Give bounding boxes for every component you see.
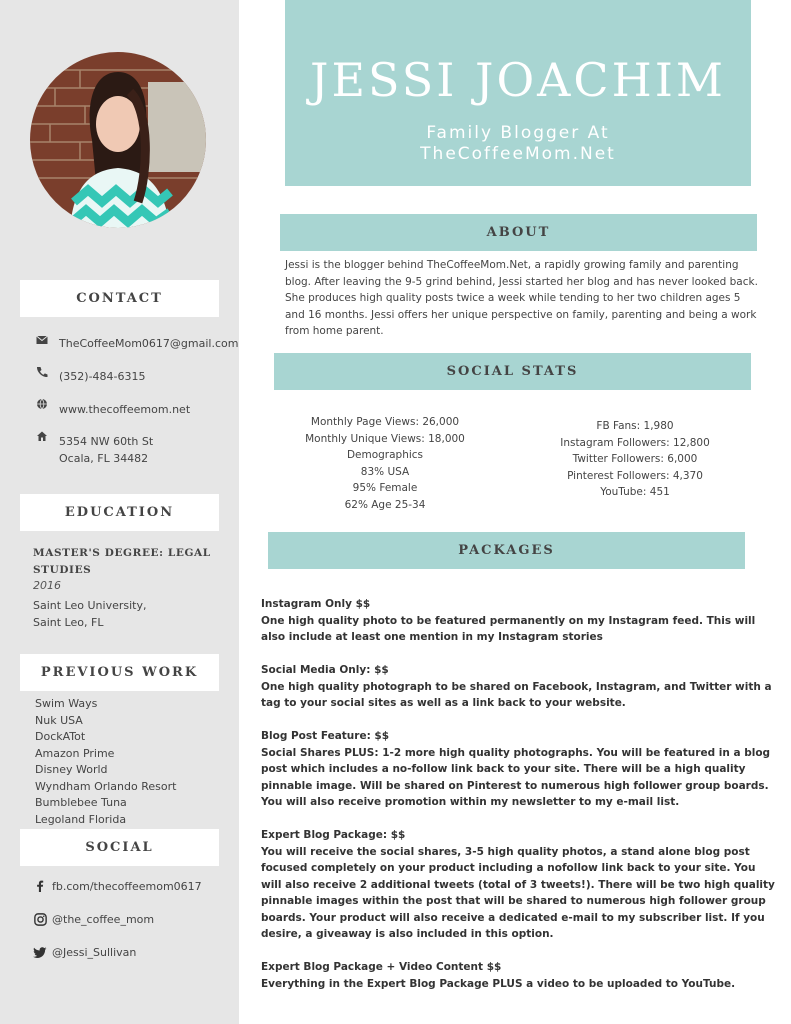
stat-item: 62% Age 25-34 — [344, 498, 426, 511]
package-item — [261, 596, 776, 646]
address-line-2: Ocala, FL 34482 — [59, 451, 149, 465]
globe-icon — [36, 398, 48, 410]
about-text: Jessi is the blogger behind TheCoffeeMom.Net, a rapidly growing family and parenting blog. After leaving the 9-5 grind behind, Jessi started her blog and has never looked back. She produces high quality posts twice a week while tending to her two children ages 5 and 16 months. Jessi offers her unique perspective on family, parenting and being a work from home parent. — [285, 259, 758, 337]
stat-item: YouTube: 451 — [600, 486, 670, 498]
package-title: Social Media Only: $$ — [261, 664, 389, 676]
list-item: Legoland Florida — [35, 812, 127, 826]
stat-item: 83% USA — [360, 465, 410, 478]
previous-work-list — [35, 696, 176, 828]
stat-item: 95% Female — [352, 482, 418, 494]
package-item — [261, 662, 776, 712]
package-description: One high quality photo to be featured permanently on my Instagram feed. This will also include at least one mention in my Instagram stories — [261, 614, 756, 643]
subtitle — [285, 123, 751, 165]
package-description: Everything in the Expert Blog Package PLUS a video to be uploaded to YouTube. — [261, 977, 736, 990]
packages-heading: PACKAGES — [268, 532, 745, 569]
contact-phone: (352)-484-6315 — [59, 370, 146, 383]
stats-left-column — [285, 414, 485, 513]
stat-item: Twitter Followers: 6,000 — [572, 453, 698, 465]
package-title: Expert Blog Package: $$ — [261, 829, 406, 841]
list-item: Nuk USA — [35, 713, 83, 727]
list-item: DockATot — [35, 730, 86, 743]
package-item — [261, 959, 776, 992]
about-heading: ABOUT — [280, 214, 757, 251]
stat-item: Demographics — [346, 449, 424, 461]
contact-address — [59, 434, 153, 467]
stat-item: Pinterest Followers: 4,370 — [567, 469, 703, 482]
school-line-2: Saint Leo, FL — [33, 615, 104, 629]
package-description: One high quality photograph to be shared on Facebook, Instagram, and Twitter with a tag to your social sites as well as a link back to your website. — [261, 680, 772, 709]
previous-work-heading: PREVIOUS WORK — [20, 654, 219, 691]
social-heading: SOCIAL — [20, 829, 219, 866]
page-title: JESSI JOACHIM — [310, 53, 726, 107]
package-item — [261, 827, 776, 943]
package-description: Social Shares PLUS: 1-2 more high quality photographs. You will be featured in a blog post which includes a no-follow link back to your site. There will be a high quality pinnable image. Will be shared on Pinterest to numerous high follower group boards. You will also receive promotion within my newsletter to my e-mail list. — [261, 746, 771, 808]
address-line-1: 5354 NW 60th St — [59, 435, 154, 448]
package-description: You will receive the social shares, 3-5 high quality photos, a stand alone blog post focused completely on your product including a nofollow link back to your site. You will also receive 2 additional tweets (total of 3 tweets!). There will be two high quality pinnable images within the post that will be shared to numerous high follower group boards. Your product will also receive a dedicated e-mail to my subscriber list. If you desire, a giveaway is also included in this option. — [261, 845, 775, 940]
contact-email[interactable]: TheCoffeeMom0617@gmail.com — [59, 337, 239, 350]
facebook-link[interactable]: fb.com/thecoffeemom0617 — [52, 880, 202, 893]
package-title: Instagram Only $$ — [261, 598, 371, 610]
stats-right-column — [540, 418, 730, 501]
education-degree: MASTER'S DEGREE: LEGAL STUDIES — [33, 547, 211, 576]
instagram-link[interactable]: @the_coffee_mom — [52, 913, 155, 926]
social-stats-heading: SOCIAL STATS — [274, 353, 751, 390]
packages-list — [261, 596, 776, 1009]
list-item: Disney World — [35, 763, 108, 776]
name-banner — [285, 0, 751, 186]
instagram-icon — [34, 913, 47, 926]
education-year: 2016 — [33, 579, 61, 592]
subtitle-line-1: Family Blogger At — [426, 123, 610, 143]
phone-icon — [36, 366, 48, 378]
subtitle-line-2: TheCoffeeMom.Net — [420, 144, 616, 164]
package-item — [261, 728, 776, 811]
home-icon — [36, 430, 48, 442]
stat-item: FB Fans: 1,980 — [596, 420, 674, 432]
education-school — [33, 598, 146, 631]
stat-item: Monthly Unique Views: 18,000 — [305, 432, 465, 445]
list-item: Bumblebee Tuna — [35, 796, 127, 809]
mail-icon — [36, 334, 48, 346]
list-item: Swim Ways — [35, 697, 98, 710]
stat-item: Monthly Page Views: 26,000 — [310, 416, 460, 428]
stat-item: Instagram Followers: 12,800 — [560, 436, 710, 449]
list-item: Amazon Prime — [35, 746, 115, 760]
school-line-1: Saint Leo University, — [33, 599, 147, 612]
profile-photo — [30, 52, 206, 228]
package-title: Blog Post Feature: $$ — [261, 730, 390, 742]
contact-heading: CONTACT — [20, 280, 219, 317]
twitter-icon — [33, 947, 47, 959]
list-item: Wyndham Orlando Resort — [35, 779, 177, 793]
twitter-link[interactable]: @Jessi_Sullivan — [52, 946, 137, 959]
education-heading: EDUCATION — [20, 494, 219, 531]
contact-website[interactable]: www.thecoffeemom.net — [59, 403, 191, 416]
package-title: Expert Blog Package + Video Content $$ — [261, 961, 502, 973]
facebook-icon — [34, 880, 46, 892]
